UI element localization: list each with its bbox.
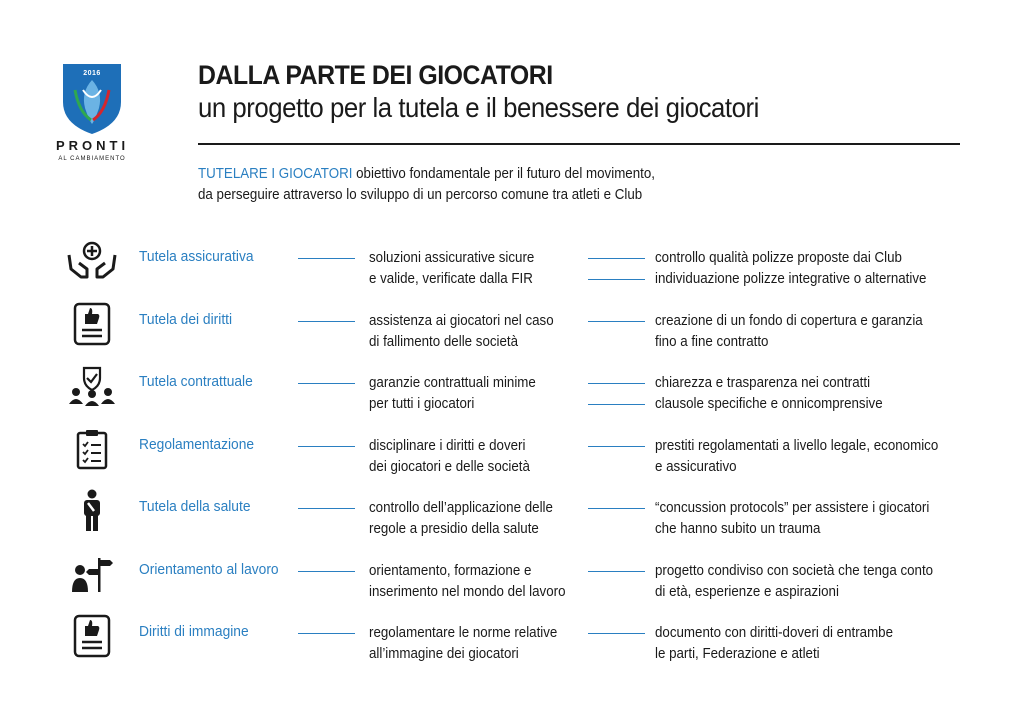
connector-line	[588, 446, 645, 447]
row-label: Orientamento al lavoro	[139, 561, 279, 578]
row-action-line: progetto condiviso con società che tenga conto	[655, 563, 934, 579]
connector-line	[298, 446, 355, 447]
row-description	[369, 248, 534, 290]
connector-line	[588, 571, 645, 572]
row-label: Diritti di immagine	[139, 623, 249, 640]
row-action	[655, 498, 929, 540]
connector-line	[298, 508, 355, 509]
row-label: Tutela della salute	[139, 498, 251, 515]
row-description-line: inserimento nel mondo del lavoro	[369, 584, 566, 600]
connector-line	[588, 258, 645, 259]
row-description-line: dei giocatori e delle società	[369, 459, 530, 475]
row-description-line: regole a presidio della salute	[369, 521, 539, 537]
logo-year: 2016	[83, 70, 101, 77]
page-title: DALLA PARTE DEI GIOCATORI	[198, 60, 553, 90]
row-action-line: clausole specifiche e onnicomprensive	[655, 396, 883, 412]
row-action	[655, 373, 883, 415]
connector-line	[588, 404, 645, 405]
row-orientamento-lavoro	[0, 561, 1024, 615]
pronti-logo	[56, 60, 138, 170]
row-action-line: creazione di un fondo di copertura e garanzia	[655, 313, 923, 329]
row-description	[369, 373, 536, 415]
row-description-line: all’immagine dei giocatori	[369, 646, 519, 662]
row-description	[369, 623, 557, 665]
row-description	[369, 311, 554, 353]
connector-line	[298, 633, 355, 634]
connector-line	[588, 508, 645, 509]
row-label: Regolamentazione	[139, 436, 255, 453]
row-action-line: controllo qualità polizze proposte dai Club	[655, 250, 902, 266]
page-subtitle: un progetto per la tutela e il benessere dei giocatori	[198, 92, 759, 123]
header-divider	[198, 143, 960, 145]
row-description-line: regolamentare le norme relative	[369, 625, 558, 641]
thumbs-up-document-icon	[66, 613, 118, 659]
row-action-line: individuazione polizze integrative o alternative	[655, 271, 927, 287]
row-tutela-contrattuale	[0, 373, 1024, 427]
row-action-line: che hanno subito un trauma	[655, 521, 821, 537]
row-description-line: assistenza ai giocatori nel caso	[369, 313, 554, 329]
row-action-line: documento con diritti-doveri di entrambe	[655, 625, 894, 641]
row-description-line: soluzioni assicurative sicure	[369, 250, 535, 266]
row-action	[655, 248, 926, 290]
row-description	[369, 498, 553, 540]
row-description-line: per tutti i giocatori	[369, 396, 475, 412]
row-action	[655, 623, 893, 665]
row-description-line: di fallimento delle società	[369, 334, 519, 350]
person-signpost-icon	[66, 551, 118, 597]
row-label: Tutela dei diritti	[139, 311, 233, 328]
row-description-line: disciplinare i diritti e doveri	[369, 438, 526, 454]
row-action	[655, 436, 938, 478]
row-tutela-diritti	[0, 311, 1024, 365]
shield-team-icon	[66, 363, 118, 409]
hands-plus-icon	[66, 238, 118, 284]
row-action-line: fino a fine contratto	[655, 334, 769, 350]
injured-person-icon	[66, 488, 118, 534]
connector-line	[298, 321, 355, 322]
row-tutela-assicurativa	[0, 248, 1024, 302]
row-action-line: prestiti regolamentati a livello legale, economico	[655, 438, 939, 454]
row-label: Tutela contrattuale	[139, 373, 253, 390]
row-label: Tutela assicurativa	[139, 248, 254, 265]
row-action-line: le parti, Federazione e atleti	[655, 646, 820, 662]
row-action-line: e assicurativo	[655, 459, 737, 475]
row-description-line: orientamento, formazione e	[369, 563, 532, 579]
intro-highlight: TUTELARE I GIOCATORI	[198, 166, 353, 182]
clipboard-checklist-icon	[66, 426, 118, 472]
row-action	[655, 311, 923, 353]
connector-line	[588, 633, 645, 634]
connector-line	[298, 571, 355, 572]
thumbs-up-document-icon	[66, 301, 118, 347]
row-action	[655, 561, 933, 603]
connector-line	[298, 258, 355, 259]
row-description	[369, 436, 530, 478]
logo-brand: PRONTI	[56, 138, 130, 153]
row-description	[369, 561, 566, 603]
connector-line	[588, 383, 645, 384]
connector-line	[588, 279, 645, 280]
row-description-line: controllo dell’applicazione delle	[369, 500, 553, 516]
row-action-line: di età, esperienze e aspirazioni	[655, 584, 839, 600]
intro-line1: obiettivo fondamentale per il futuro del movimento,	[352, 166, 655, 182]
row-description-line: e valide, verificate dalla FIR	[369, 271, 533, 287]
logo-tagline: AL CAMBIAMENTO	[58, 156, 126, 162]
row-action-line: chiarezza e trasparenza nei contratti	[655, 375, 871, 391]
row-action-line: “concussion protocols” per assistere i giocatori	[655, 500, 930, 516]
connector-line	[588, 321, 645, 322]
row-tutela-salute	[0, 498, 1024, 552]
row-diritti-immagine	[0, 623, 1024, 677]
row-description-line: garanzie contrattuali minime	[369, 375, 536, 391]
row-regolamentazione	[0, 436, 1024, 490]
intro-line2: da perseguire attraverso lo sviluppo di un percorso comune tra atleti e Club	[198, 187, 643, 203]
intro-text	[198, 164, 655, 206]
connector-line	[298, 383, 355, 384]
